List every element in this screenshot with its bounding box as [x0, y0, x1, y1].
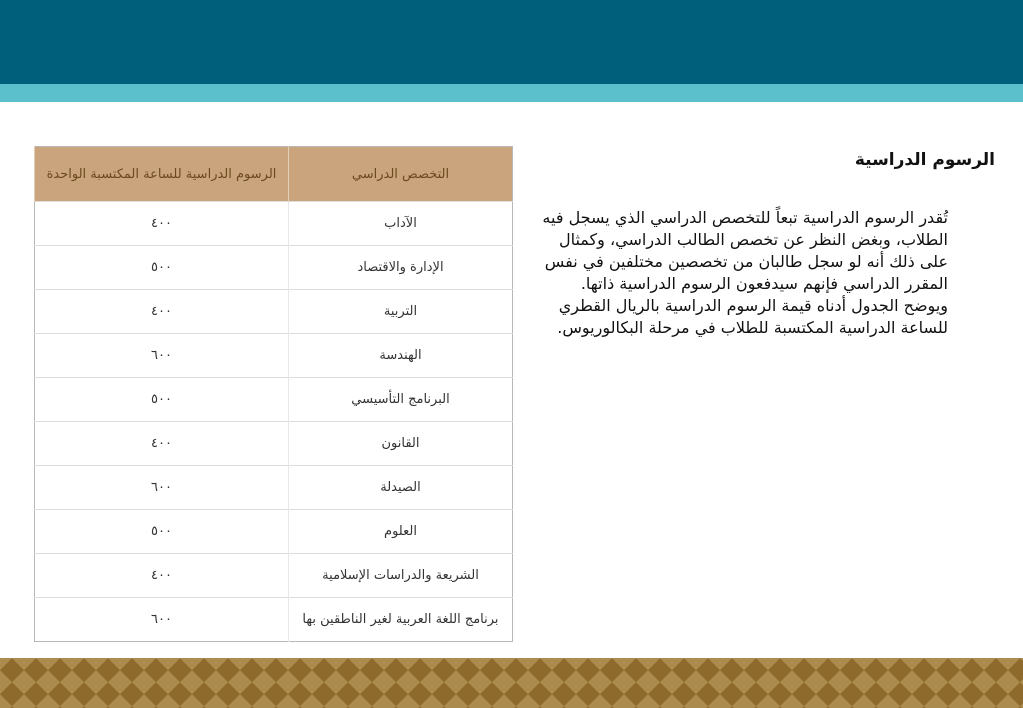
table-row — [35, 422, 513, 466]
fee-cell: ٤٠٠ — [35, 202, 289, 246]
fee-cell: ٦٠٠ — [35, 466, 289, 510]
header-accent-stripe — [0, 84, 1023, 102]
major-cell: البرنامج التأسيسي — [289, 378, 513, 422]
major-cell: العلوم — [289, 510, 513, 554]
table-row — [35, 334, 513, 378]
fee-cell: ٤٠٠ — [35, 422, 289, 466]
fee-cell: ٤٠٠ — [35, 554, 289, 598]
table-row — [35, 202, 513, 246]
header-fee: الرسوم الدراسية للساعة المكتسبة الواحدة — [35, 147, 289, 202]
header-band — [0, 0, 1023, 84]
table-header-row — [35, 147, 513, 202]
table-row — [35, 598, 513, 642]
section-title: الرسوم الدراسية — [854, 150, 995, 170]
fee-cell: ٤٠٠ — [35, 290, 289, 334]
table-row — [35, 510, 513, 554]
fee-cell: ٥٠٠ — [35, 510, 289, 554]
table-row — [35, 466, 513, 510]
major-cell: الإدارة والاقتصاد — [289, 246, 513, 290]
table-row — [35, 378, 513, 422]
major-cell: الهندسة — [289, 334, 513, 378]
table-row — [35, 290, 513, 334]
major-cell: برنامج اللغة العربية لغير الناطقين بها — [289, 598, 513, 642]
fee-cell: ٦٠٠ — [35, 334, 289, 378]
major-cell: الصيدلة — [289, 466, 513, 510]
major-cell: الشريعة والدراسات الإسلامية — [289, 554, 513, 598]
major-cell: القانون — [289, 422, 513, 466]
table-row — [35, 554, 513, 598]
description-paragraph: تُقدر الرسوم الدراسية تبعاً للتخصص الدراسي الذي يسجل فيه الطلاب، وبغض النظر عن تخصص الطالب الدراسي، وكمثال على ذلك أنه لو سجل طالبان من تخصصين مختلفين في نفس المقرر الدراسي فإنهم سيدفعون الرسوم الدراسية ذاتها. ويوضح الجدول أدناه قيمة الرسوم الدراسية بالريال القطري للساعة الدراسية المكتسبة للطلاب في مرحلة البكالوريوس. — [542, 208, 948, 337]
fee-cell: ٦٠٠ — [35, 598, 289, 642]
fee-cell: ٥٠٠ — [35, 246, 289, 290]
decorative-pattern-band — [0, 658, 1023, 708]
major-cell: التربية — [289, 290, 513, 334]
table-row — [35, 246, 513, 290]
fees-table — [34, 146, 513, 642]
major-cell: الآداب — [289, 202, 513, 246]
header-major: التخصص الدراسي — [289, 147, 513, 202]
fee-cell: ٥٠٠ — [35, 378, 289, 422]
